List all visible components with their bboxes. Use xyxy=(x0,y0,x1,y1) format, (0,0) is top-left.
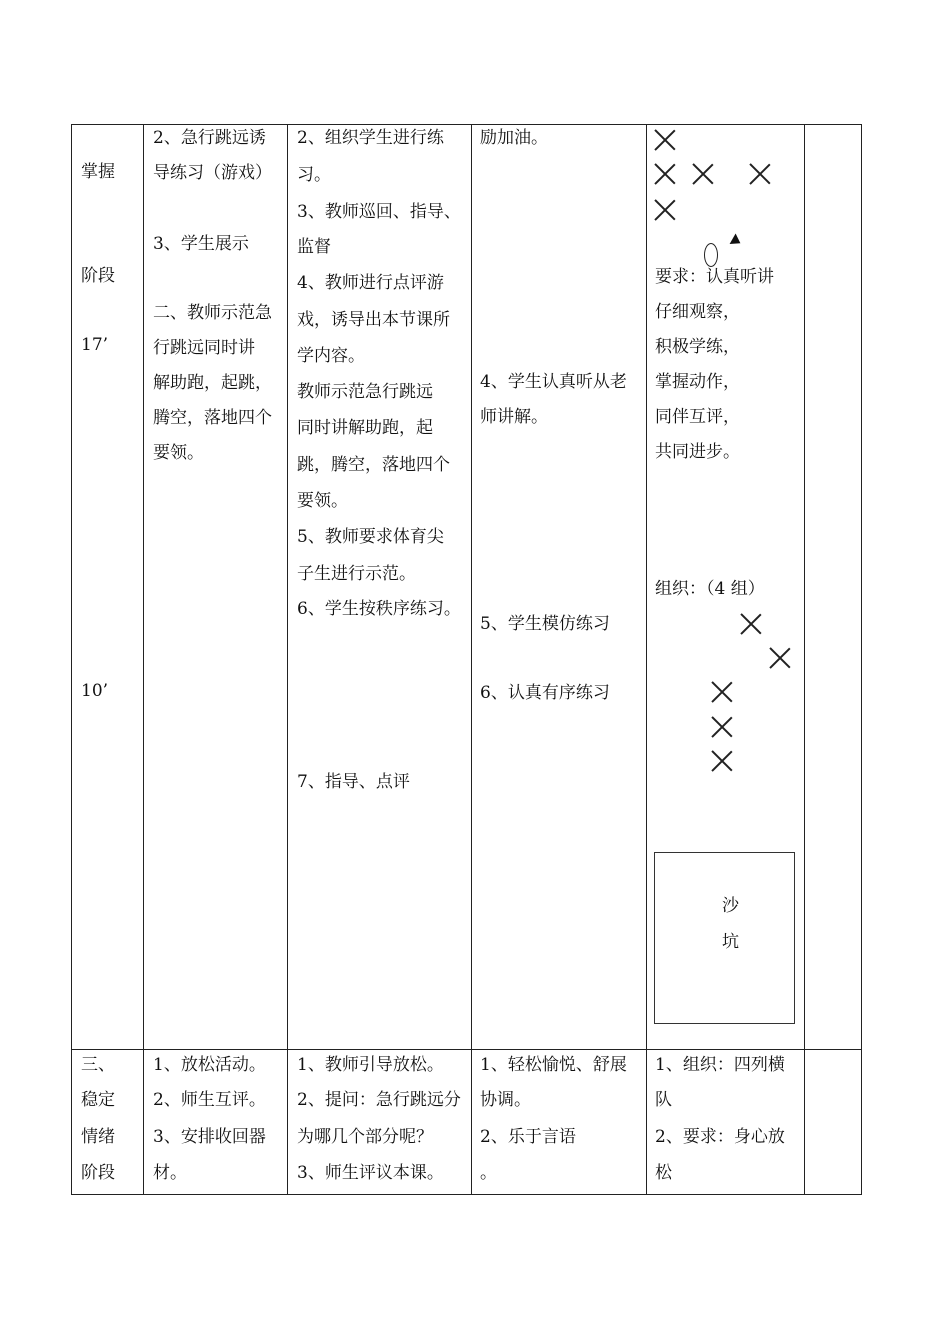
teacher-line: 子生进行示范。 xyxy=(297,564,416,584)
student-line: 。 xyxy=(480,1163,497,1183)
requirement-line: 掌握动作， xyxy=(655,372,740,392)
student-marker-icon xyxy=(711,716,733,738)
student-marker-icon xyxy=(711,750,733,772)
teacher-line: 戏，诱导出本节课所 xyxy=(297,310,450,330)
requirement-line: 共同进步。 xyxy=(655,442,740,462)
teacher-line: 教师示范急行跳远 xyxy=(297,382,433,402)
stage-cell xyxy=(72,125,144,1050)
organization-line: 队 xyxy=(655,1090,672,1110)
teacher-line: 监督 xyxy=(297,237,331,257)
student-line: 2、乐于言语 xyxy=(480,1127,576,1147)
student-activity-cell xyxy=(472,125,647,1050)
stage-line: 三、 xyxy=(81,1055,115,1075)
stage-cell xyxy=(72,1050,144,1195)
stage-line: 阶段 xyxy=(81,1163,115,1183)
student-line: 励加油。 xyxy=(480,128,548,148)
organization-cell xyxy=(647,125,805,1050)
requirement-line: 仔细观察， xyxy=(655,302,740,322)
student-line: 4、学生认真听从老 xyxy=(480,372,627,392)
teacher-line: 1、教师引导放松。 xyxy=(297,1055,444,1075)
remarks-cell xyxy=(805,1050,862,1195)
student-marker-icon xyxy=(692,163,714,185)
content-line: 要领。 xyxy=(153,443,204,463)
content-line: 3、安排收回器 xyxy=(153,1127,266,1147)
remarks-cell xyxy=(805,125,862,1050)
student-marker-icon xyxy=(740,613,762,635)
organization-line: 2、要求：身心放 xyxy=(655,1127,785,1147)
organization-label: 组织：（4 组） xyxy=(655,579,765,599)
student-line: 5、学生模仿练习 xyxy=(480,614,610,634)
student-marker-icon xyxy=(654,199,676,221)
organization-line: 松 xyxy=(655,1163,672,1183)
teacher-line: 6、学生按秩序练习。 xyxy=(297,599,461,619)
student-marker-icon xyxy=(749,163,771,185)
student-activity-cell xyxy=(472,1050,647,1195)
organization-line: 1、组织：四列横 xyxy=(655,1055,785,1075)
teacher-line: 4、教师进行点评游 xyxy=(297,273,444,293)
teacher-line: 3、师生评议本课。 xyxy=(297,1163,444,1183)
student-line: 协调。 xyxy=(480,1090,531,1110)
teacher-line: 习。 xyxy=(297,165,331,185)
teacher-line: 2、提问：急行跳远分 xyxy=(297,1090,461,1110)
stage-label-line1: 掌握 xyxy=(81,162,115,182)
organization-cell xyxy=(647,1050,805,1195)
requirement-line: 同伴互评， xyxy=(655,407,740,427)
stage-time-17: 17’ xyxy=(81,335,109,355)
stage-label-line2: 阶段 xyxy=(81,266,115,286)
teacher-line: 2、组织学生进行练 xyxy=(297,128,444,148)
sand-pit-label-2: 坑 xyxy=(722,932,739,952)
content-line: 解助跑，起跳， xyxy=(153,373,272,393)
content-line: 腾空，落地四个 xyxy=(153,408,272,428)
student-line: 1、轻松愉悦、舒展 xyxy=(480,1055,627,1075)
content-line: 2、急行跳远诱 xyxy=(153,128,266,148)
content-line: 二、教师示范急 xyxy=(153,303,272,323)
sand-pit-label-1: 沙 xyxy=(722,896,739,916)
teacher-activity-cell xyxy=(288,1050,472,1195)
table-row-calm-stage xyxy=(72,1050,862,1195)
content-cell xyxy=(144,1050,288,1195)
stage-line: 情绪 xyxy=(81,1127,115,1147)
content-line: 3、学生展示 xyxy=(153,234,249,254)
content-line: 导练习（游戏） xyxy=(153,163,272,183)
content-line: 2、师生互评。 xyxy=(153,1090,266,1110)
stage-time-10: 10’ xyxy=(81,681,109,701)
teacher-activity-cell xyxy=(288,125,472,1050)
stage-line: 稳定 xyxy=(81,1090,115,1110)
content-cell xyxy=(144,125,288,1050)
teacher-line: 同时讲解助跑，起 xyxy=(297,418,433,438)
teacher-line: 要领。 xyxy=(297,491,348,511)
direction-flag-icon xyxy=(730,234,744,249)
requirement-line: 要求：认真听讲 xyxy=(655,267,774,287)
sand-pit-diagram xyxy=(654,852,795,1024)
student-marker-icon xyxy=(769,647,791,669)
content-line: 1、放松活动。 xyxy=(153,1055,266,1075)
student-line: 6、认真有序练习 xyxy=(480,683,610,703)
teacher-line: 跳，腾空，落地四个 xyxy=(297,455,450,475)
teacher-line: 学内容。 xyxy=(297,346,365,366)
requirement-line: 积极学练， xyxy=(655,337,740,357)
student-line: 师讲解。 xyxy=(480,407,548,427)
lesson-plan-table xyxy=(71,124,862,1195)
teacher-line: 为哪几个部分呢？ xyxy=(297,1127,433,1147)
teacher-line: 5、教师要求体育尖 xyxy=(297,527,444,547)
content-line: 行跳远同时讲 xyxy=(153,338,255,358)
student-marker-icon xyxy=(711,681,733,703)
teacher-line: 7、指导、点评 xyxy=(297,772,410,792)
student-marker-icon xyxy=(654,163,676,185)
student-marker-icon xyxy=(654,129,676,151)
table-row-mastery-stage xyxy=(72,125,862,1050)
teacher-line: 3、教师巡回、指导、 xyxy=(297,202,461,222)
content-line: 材。 xyxy=(153,1163,187,1183)
